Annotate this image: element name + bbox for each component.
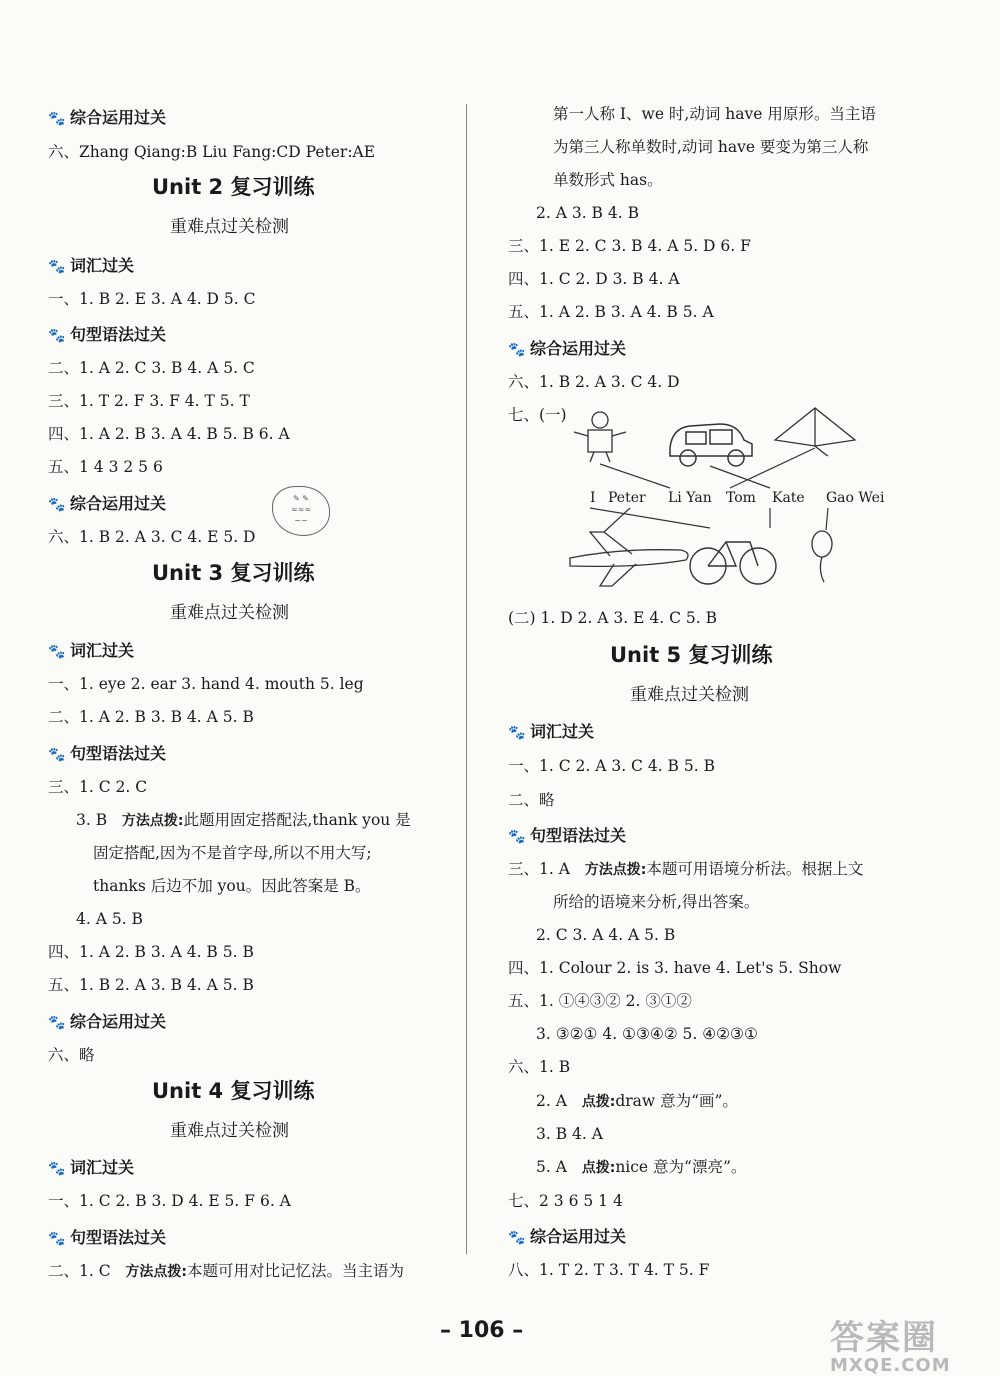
balloon-icon	[812, 531, 832, 582]
answer-line: 2. A 点拨:draw 意为“画”。	[536, 1092, 738, 1110]
answer-line: 四、1. A 2. B 3. A 4. B 5. B	[48, 943, 254, 961]
answer-line: 二、1. A 2. B 3. B 4. A 5. B	[48, 708, 254, 726]
answer-line: 固定搭配,因为不是首字母,所以不用大写;	[93, 844, 372, 862]
answer-line: 五、1. ①④③② 2. ③①②	[508, 992, 692, 1010]
paw-icon: 🐾	[48, 259, 66, 275]
answer-line: 六、略	[48, 1046, 95, 1064]
answer-line: 3. ③②① 4. ①③④② 5. ④②③①	[536, 1025, 758, 1043]
answer-line: 四、1. C 2. D 3. B 4. A	[508, 270, 680, 288]
airplane-icon	[570, 532, 688, 586]
paw-icon: 🐾	[48, 747, 66, 763]
answer-line: 为第三人称单数时,动词 have 要变为第三人称	[553, 138, 869, 156]
section-heading: 🐾 综合运用过关	[48, 1012, 167, 1031]
section-heading: 🐾 综合运用过关	[508, 339, 627, 358]
answer-line: 一、1. B 2. E 3. A 4. D 5. C	[48, 290, 256, 308]
answer-line: 三、1. E 2. C 3. B 4. A 5. D 6. F	[508, 237, 751, 255]
unit-title: Unit 4 复习训练	[152, 1079, 315, 1103]
section-heading: 🐾 句型语法过关	[48, 1228, 167, 1247]
answer-line: 二、1. A 2. C 3. B 4. A 5. C	[48, 359, 255, 377]
answer-line: 一、1. eye 2. ear 3. hand 4. mouth 5. leg	[48, 675, 364, 693]
name-label: Peter	[608, 490, 646, 506]
unit-subtitle: 重难点过关检测	[630, 685, 749, 705]
answer-line: 四、1. Colour 2. is 3. have 4. Let's 5. Show	[508, 959, 842, 977]
name-label: Tom	[726, 490, 756, 506]
watermark-url: MXQE.COM	[830, 1355, 951, 1376]
paw-icon: 🐾	[508, 725, 526, 741]
answer-line: 5. A 点拨:nice 意为“漂亮”。	[536, 1158, 747, 1176]
answer-line: 2. C 3. A 4. A 5. B	[536, 926, 676, 944]
column-divider	[466, 104, 467, 1254]
answer-line: 五、1. B 2. A 3. B 4. A 5. B	[48, 976, 254, 994]
answer-line: 3. B 4. A	[536, 1125, 603, 1143]
answer-line: 二、略	[508, 791, 555, 809]
section-heading: 🐾 词汇过关	[48, 1158, 135, 1177]
page-number: – 106 –	[440, 1318, 524, 1343]
section-heading: 🐾 综合运用过关	[508, 1227, 627, 1246]
kite-icon	[775, 408, 855, 456]
unit-title: Unit 5 复习训练	[610, 643, 773, 667]
answer-line: 六、1. B	[508, 1058, 571, 1076]
paw-icon: 🐾	[48, 644, 66, 660]
section-heading: 🐾 词汇过关	[508, 722, 595, 741]
section-heading: 🐾 句型语法过关	[48, 744, 167, 763]
watermark-logo	[830, 1310, 951, 1376]
answer-line: 一、1. C 2. B 3. D 4. E 5. F 6. A	[48, 1192, 291, 1210]
answer-line: 八、1. T 2. T 3. T 4. T 5. F	[508, 1261, 710, 1279]
section-heading: 🐾 综合运用过关	[48, 494, 167, 513]
section-heading: 🐾 句型语法过关	[48, 325, 167, 344]
answer-line: 第一人称 I、we 时,动词 have 用原形。当主语	[553, 105, 876, 123]
unit-subtitle: 重难点过关检测	[170, 217, 289, 237]
answer-line: 2. A 3. B 4. B	[536, 204, 639, 222]
section-heading: 🐾 综合运用过关	[48, 108, 167, 127]
answer-line: 七、(一)	[508, 406, 567, 424]
answer-line: 六、Zhang Qiang:B Liu Fang:CD Peter:AE	[48, 143, 376, 161]
unit-subtitle: 重难点过关检测	[170, 1121, 289, 1141]
car-icon	[670, 424, 752, 466]
answer-line: 二、1. C 方法点拨:本题可用对比记忆法。当主语为	[48, 1262, 404, 1280]
paw-icon: 🐾	[48, 111, 66, 127]
answer-line: 所给的语境来分析,得出答案。	[553, 893, 760, 911]
name-label: Kate	[772, 490, 805, 506]
ink-stamp-icon: ✎ ✎ ≈≈≈ ~~	[272, 486, 330, 536]
answer-line: 4. A 5. B	[76, 910, 143, 928]
answer-line: 五、1 4 3 2 5 6	[48, 458, 163, 476]
paw-icon: 🐾	[48, 328, 66, 344]
answer-line: 三、1. T 2. F 3. F 4. T 5. T	[48, 392, 250, 410]
answer-line: 单数形式 has。	[553, 171, 663, 189]
answer-line: thanks 后边不加 you。因此答案是 B。	[93, 877, 371, 895]
unit-title: Unit 2 复习训练	[152, 175, 315, 199]
unit-title: Unit 3 复习训练	[152, 561, 315, 585]
bicycle-icon	[690, 542, 776, 584]
answer-line: 3. B 方法点拨:此题用固定搭配法,thank you 是	[76, 811, 411, 829]
section-heading: 🐾 词汇过关	[48, 256, 135, 275]
answer-line: 五、1. A 2. B 3. A 4. B 5. A	[508, 303, 714, 321]
name-label: I	[590, 490, 596, 506]
section-heading: 🐾 句型语法过关	[508, 826, 627, 845]
answer-line: 三、1. C 2. C	[48, 778, 148, 796]
answer-line: 六、1. B 2. A 3. C 4. D	[508, 373, 680, 391]
answer-line: 七、2 3 6 5 1 4	[508, 1192, 623, 1210]
section-heading: 🐾 词汇过关	[48, 641, 135, 660]
name-label: Gao Wei	[826, 490, 885, 506]
name-label: Li Yan	[668, 490, 712, 506]
paw-icon: 🐾	[508, 342, 526, 358]
watermark-text: 答案圈	[830, 1318, 938, 1358]
paw-icon: 🐾	[48, 1015, 66, 1031]
answer-line: (二) 1. D 2. A 3. E 4. C 5. B	[508, 609, 717, 627]
answer-line: 四、1. A 2. B 3. A 4. B 5. B 6. A	[48, 425, 290, 443]
paw-icon: 🐾	[48, 1231, 66, 1247]
paw-icon: 🐾	[48, 497, 66, 513]
unit-subtitle: 重难点过关检测	[170, 603, 289, 623]
answer-line: 一、1. C 2. A 3. C 4. B 5. B	[508, 757, 715, 775]
paw-icon: 🐾	[48, 1161, 66, 1177]
robot-toy-icon	[574, 412, 626, 462]
answer-line: 六、1. B 2. A 3. C 4. E 5. D	[48, 528, 256, 546]
answer-line: 三、1. A 方法点拨:本题可用语境分析法。根据上文	[508, 860, 864, 878]
paw-icon: 🐾	[508, 829, 526, 845]
paw-icon: 🐾	[508, 1230, 526, 1246]
